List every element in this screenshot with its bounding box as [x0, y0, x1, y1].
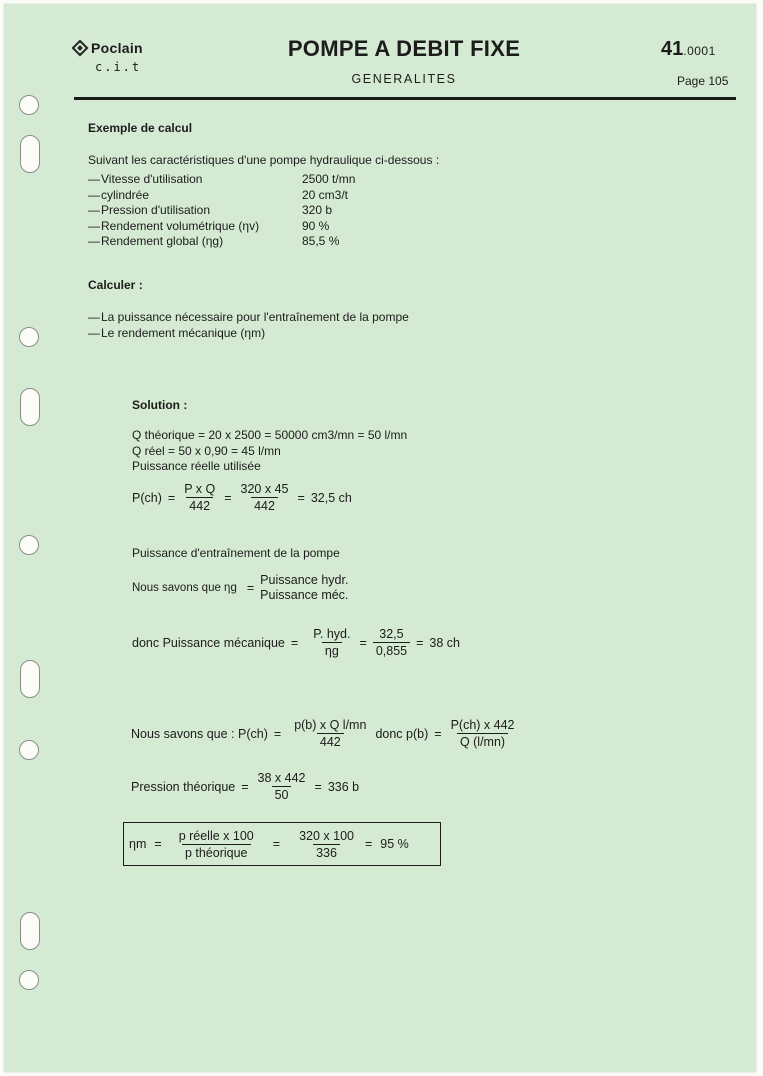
eq-lhs: ηm — [129, 837, 147, 851]
eq-lhs: Nous savons que : P(ch) — [131, 726, 268, 741]
eq-lhs: P(ch) — [132, 490, 162, 505]
fraction-numerator: P. hyd. — [313, 627, 351, 641]
example-intro: Suivant les caractéristiques d'une pompe hydraulique ci-dessous : — [88, 153, 440, 167]
fraction — [181, 482, 218, 513]
fraction — [373, 627, 410, 658]
fraction — [260, 573, 348, 603]
spec-label: Pression d'utilisation — [101, 203, 211, 217]
fraction-numerator: Puissance hydr. — [260, 573, 349, 587]
punch-slot — [20, 388, 40, 426]
fraction — [176, 829, 257, 860]
fraction-denominator: ηg — [322, 642, 342, 658]
brand-name: Poclain — [91, 40, 143, 56]
puissance-entrainement-label: Puissance d'entraînement de la pompe — [132, 546, 340, 560]
example-heading: Exemple de calcul — [88, 121, 193, 135]
fraction-denominator: 442 — [251, 497, 278, 513]
spec-label: Vitesse d'utilisation — [101, 172, 203, 186]
fraction-denominator: 442 — [186, 497, 213, 513]
spec-value: 85,5 % — [302, 234, 340, 248]
eq-lhs: donc Puissance mécanique — [132, 635, 285, 650]
fraction — [238, 482, 292, 513]
page-title: POMPE A DEBIT FIXE — [287, 36, 521, 61]
fraction-numerator: 38 x 442 — [257, 771, 306, 785]
spec-row: —Rendement global (ηg) 85,5 % — [88, 234, 340, 248]
calc-heading: Calculer : — [88, 278, 143, 292]
task-text: Le rendement mécanique (ηm) — [101, 325, 266, 340]
fraction — [255, 771, 309, 802]
fraction — [296, 829, 357, 860]
punch-slot — [20, 912, 40, 950]
punch-hole — [19, 327, 39, 347]
fraction-denominator: Q (l/mn) — [457, 733, 508, 749]
spec-row: —Vitesse d'utilisation 2500 t/mn — [88, 172, 356, 186]
fraction-denominator: 442 — [317, 733, 344, 749]
punch-slot — [20, 135, 40, 173]
task-item: —Le rendement mécanique (ηm) — [88, 325, 266, 340]
fraction-denominator: Puissance méc. — [260, 588, 349, 602]
eq-result: 95 % — [380, 837, 409, 851]
doc-number-main: 41 — [661, 38, 684, 60]
eq-result: 336 b — [327, 779, 360, 794]
punch-hole — [19, 740, 39, 760]
spec-label: Rendement global (ηg) — [101, 234, 224, 248]
doc-number-suffix: .0001 — [683, 44, 716, 58]
fraction-numerator: P x Q — [184, 482, 216, 496]
task-list — [88, 310, 409, 341]
eq-result: 32,5 ch — [310, 490, 352, 505]
pression-formula: Nous savons que : P(ch) = $\frac{\text{p(b) x Q l/mn}}{442}$ donc p(b) = $\frac{P(ch) x 442}{Q (l/mn)}$ — [131, 718, 517, 749]
fraction-numerator: p réelle x 100 — [178, 828, 254, 843]
spec-label: cylindrée — [101, 187, 150, 202]
eq-middle: donc p(b) — [375, 726, 429, 741]
page-subtitle: GENERALITES — [351, 72, 457, 86]
task-item: —La puissance nécessaire pour l'entraînement de la pompe — [88, 310, 409, 324]
fraction-denominator: 0,855 — [373, 642, 410, 658]
spec-value: 2500 t/mn — [302, 172, 356, 186]
fraction-denominator: 336 — [313, 844, 340, 860]
fraction-numerator: 32,5 — [379, 627, 404, 641]
spec-list — [88, 172, 388, 250]
fraction — [448, 718, 518, 749]
eta-g-definition: Nous savons que ηg = Puissance hydr. Puissance méc. — [132, 573, 349, 602]
eq-result: 38 ch — [429, 635, 460, 650]
fraction-numerator: 320 x 100 — [299, 828, 354, 843]
eq-lhs: Nous savons que ηg — [132, 582, 237, 594]
spec-label: Rendement volumétrique (ηv) — [101, 218, 260, 233]
puissance-reelle-label: Puissance réelle utilisée — [132, 459, 261, 473]
spec-row: —cylindrée 20 cm3/t — [88, 187, 349, 202]
fraction-numerator: 320 x 45 — [240, 482, 289, 496]
fraction — [291, 718, 369, 749]
fraction-numerator: P(ch) x 442 — [450, 718, 515, 732]
spec-value: 320 b — [302, 203, 333, 217]
page-number: Page 105 — [677, 74, 729, 88]
fraction-denominator: 50 — [272, 786, 292, 802]
rendement-mecanique-result-box: ηm = $\frac{\text{p réelle x 100}}{\text{p théorique}}$ = $\frac{320 x 100}{336}$ = 95 % — [123, 822, 441, 866]
brand-subtitle: c.i.t — [95, 60, 142, 74]
punch-slot — [20, 660, 40, 698]
fraction-denominator: p théorique — [182, 844, 251, 860]
punch-hole — [19, 95, 39, 115]
spec-value: 90 % — [302, 218, 330, 233]
pression-theorique-equation: Pression théorique = $\frac{38 x 442}{50}$ = 336 b — [131, 771, 360, 802]
pch-equation: P(ch) = $\frac{\text{P x Q}}{442}$ = $\frac{320 x 45}{442}$ = 32,5 ch — [132, 482, 352, 513]
fraction-numerator: p(b) x Q l/mn — [294, 718, 367, 732]
solution-heading: Solution : — [132, 398, 188, 412]
q-theorique: Q théorique = 20 x 2500 = 50000 cm3/mn = 50 l/mn — [132, 428, 408, 442]
spec-value: 20 cm3/t — [302, 187, 349, 202]
task-text: La puissance nécessaire pour l'entraînement de la pompe — [101, 310, 409, 324]
punch-hole — [19, 535, 39, 555]
fraction — [310, 627, 353, 658]
header-divider — [74, 97, 736, 100]
puissance-mecanique-equation: donc Puissance mécanique = $\frac{\text{P. hyd.}}{\eta g}$ = $\frac{32,5}{0,855}$ = 38 ch — [132, 627, 460, 658]
punch-hole — [19, 970, 39, 990]
spec-row: —Pression d'utilisation 320 b — [88, 203, 333, 217]
q-reel: Q réel = 50 x 0,90 = 45 l/mn — [132, 444, 281, 458]
eq-lhs: Pression théorique — [131, 779, 236, 794]
document-number — [661, 38, 716, 61]
spec-row: —Rendement volumétrique (ηv) 90 % — [88, 218, 330, 233]
